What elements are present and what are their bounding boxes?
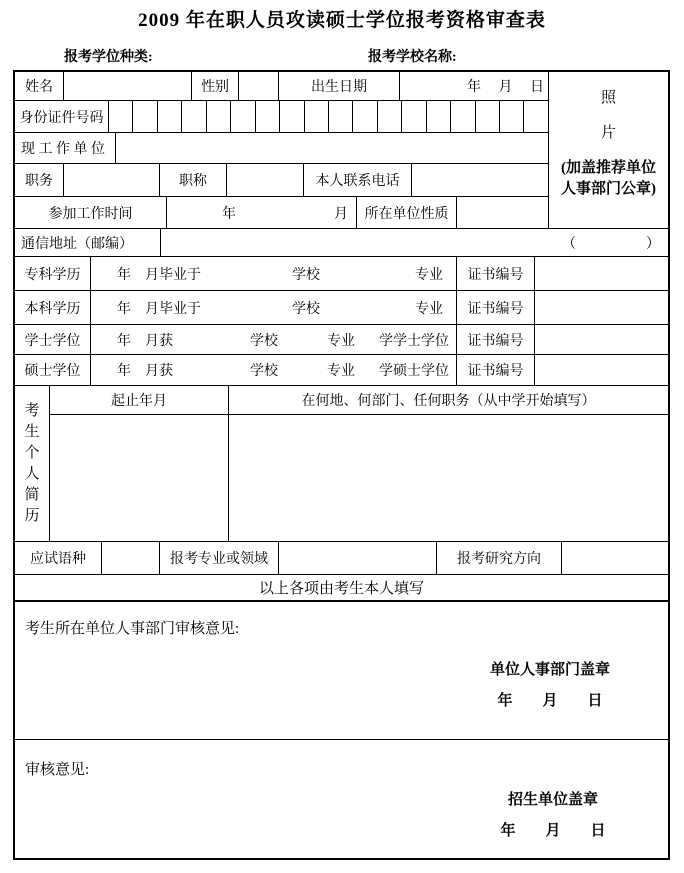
work-unit-label: 现 工 作 单 位 bbox=[15, 133, 116, 163]
gender-label: 性别 bbox=[192, 72, 239, 100]
resume-body-row bbox=[50, 415, 668, 541]
master-degree-label: 硕士学位 bbox=[15, 355, 91, 385]
birth-date-label: 出生日期 bbox=[279, 72, 400, 100]
name-input-cell[interactable] bbox=[64, 72, 192, 100]
phone-input-cell[interactable] bbox=[412, 164, 548, 196]
degree-type-label: 报考学位种类: bbox=[64, 50, 153, 65]
master-deg-school-label: 学校 bbox=[250, 364, 278, 379]
bachelor-edu-ym-label: 年 月毕业于 bbox=[117, 301, 201, 317]
bachelor-degree-label: 学士学位 bbox=[15, 325, 91, 354]
prof-title-label: 职称 bbox=[160, 164, 227, 196]
bachelor-deg-cert-input-cell[interactable] bbox=[535, 325, 668, 354]
birth-date-input-cell[interactable]: 年 月 日 bbox=[467, 80, 544, 95]
associate-cert-label: 证书编号 bbox=[457, 257, 535, 290]
row-basic-info bbox=[15, 72, 548, 101]
bachelor-deg-school-label: 学校 bbox=[250, 333, 278, 349]
id-digit-cell[interactable] bbox=[133, 101, 157, 132]
resume-side-char: 历 bbox=[24, 507, 40, 524]
unit-review-title: 考生所在单位人事部门审核意见: bbox=[25, 621, 240, 637]
unit-stamp-block bbox=[470, 658, 630, 710]
research-direction-label: 报考研究方向 bbox=[437, 542, 562, 574]
id-digit-cell[interactable] bbox=[305, 101, 329, 132]
work-time-label: 参加工作时间 bbox=[15, 197, 167, 228]
id-digit-cell[interactable] bbox=[207, 101, 231, 132]
research-direction-input-cell[interactable] bbox=[562, 542, 668, 574]
unit-review-section[interactable] bbox=[15, 602, 668, 740]
resume-side-char: 生 bbox=[24, 423, 40, 440]
master-deg-major-label: 专业 bbox=[327, 364, 355, 379]
associate-degree-detail-cell[interactable] bbox=[91, 257, 457, 290]
resume-side-char: 简 bbox=[24, 486, 40, 503]
unit-stamp-label: 单位人事部门盖章 bbox=[489, 662, 610, 678]
associate-cert-input-cell[interactable] bbox=[535, 257, 668, 290]
associate-ym-label: 年 月毕业于 bbox=[117, 267, 201, 283]
photo-stamp-note-line1: (加盖推荐单位 bbox=[561, 160, 656, 176]
unit-nature-input-cell[interactable] bbox=[457, 197, 548, 228]
fill-note-text: 以上各项由考生本人填写 bbox=[258, 581, 424, 597]
row-master-degree bbox=[15, 355, 668, 386]
unit-nature-label: 所在单位性质 bbox=[357, 197, 457, 228]
admission-stamp-label: 招生单位盖章 bbox=[507, 792, 598, 808]
row-address bbox=[15, 229, 668, 257]
photo-char-2: 片 bbox=[600, 125, 616, 141]
bachelor-deg-major-label: 专业 bbox=[327, 333, 355, 349]
unit-stamp-date: 年 月 日 bbox=[497, 693, 603, 709]
admission-stamp-block bbox=[493, 788, 613, 840]
form-table bbox=[13, 70, 670, 860]
row-work-time bbox=[15, 197, 548, 229]
bachelor-education-label: 本科学历 bbox=[15, 291, 91, 324]
work-time-input-cell[interactable] bbox=[167, 197, 357, 228]
id-digit-cell[interactable] bbox=[256, 101, 280, 132]
bachelor-edu-cert-input-cell[interactable] bbox=[535, 291, 668, 324]
bachelor-deg-cert-label: 证书编号 bbox=[457, 325, 535, 354]
id-digit-cell[interactable] bbox=[353, 101, 377, 132]
bachelor-edu-major-label: 专业 bbox=[415, 301, 443, 317]
bachelor-degree-detail-cell[interactable] bbox=[91, 325, 457, 354]
resume-section bbox=[15, 386, 668, 542]
resume-side-char: 考 bbox=[24, 402, 40, 419]
position-input-cell[interactable] bbox=[64, 164, 160, 196]
associate-school-label: 学校 bbox=[292, 267, 320, 283]
work-unit-input-cell[interactable] bbox=[116, 133, 548, 163]
address-input-cell[interactable] bbox=[161, 229, 668, 256]
id-digit-cell[interactable] bbox=[476, 101, 500, 132]
id-number-label: 身份证件号码 bbox=[15, 101, 109, 132]
id-digit-cell[interactable] bbox=[158, 101, 182, 132]
master-deg-suffix-label: 学硕士学位 bbox=[379, 364, 449, 379]
gender-input-cell[interactable] bbox=[239, 72, 279, 100]
row-associate-degree bbox=[15, 257, 668, 291]
name-label: 姓名 bbox=[15, 72, 64, 100]
page-title: 2009 年在职人员攻读硕士学位报考资格审查表 bbox=[138, 10, 546, 31]
row-work-unit bbox=[15, 133, 548, 164]
admission-review-section[interactable] bbox=[15, 740, 668, 858]
resume-header-row bbox=[50, 386, 668, 415]
associate-degree-label: 专科学历 bbox=[15, 257, 91, 290]
id-digit-cell[interactable] bbox=[182, 101, 206, 132]
bachelor-education-detail-cell[interactable] bbox=[91, 291, 457, 324]
bachelor-deg-ym-label: 年 月获 bbox=[117, 333, 173, 349]
resume-side-char: 人 bbox=[24, 465, 40, 482]
major-field-label: 报考专业或领域 bbox=[160, 542, 279, 574]
photo-char-1: 照 bbox=[600, 90, 616, 106]
prof-title-input-cell[interactable] bbox=[227, 164, 304, 196]
row-bachelor-education bbox=[15, 291, 668, 325]
row-bachelor-degree bbox=[15, 325, 668, 355]
school-name-label: 报考学校名称: bbox=[368, 50, 457, 65]
bachelor-edu-school-label: 学校 bbox=[292, 301, 320, 317]
row-exam-info bbox=[15, 542, 668, 575]
row-id-number bbox=[15, 101, 548, 133]
phone-label: 本人联系电话 bbox=[304, 164, 412, 196]
resume-period-input-cell[interactable] bbox=[50, 415, 229, 541]
id-digit-cell[interactable] bbox=[524, 101, 547, 132]
resume-side-label bbox=[15, 386, 50, 541]
bachelor-edu-cert-label: 证书编号 bbox=[457, 291, 535, 324]
postcode-parens: （ ） bbox=[562, 236, 660, 252]
admission-review-title: 审核意见: bbox=[25, 762, 90, 778]
id-digit-cell[interactable] bbox=[280, 101, 304, 132]
position-label: 职务 bbox=[15, 164, 64, 196]
major-field-input-cell[interactable] bbox=[279, 542, 437, 574]
resume-period-header: 起止年月 bbox=[50, 386, 229, 414]
fill-note-row bbox=[15, 575, 668, 602]
id-digit-cell[interactable] bbox=[427, 101, 451, 132]
row-position bbox=[15, 164, 548, 197]
photo-stamp-note bbox=[561, 158, 656, 200]
id-digit-cell[interactable] bbox=[329, 101, 353, 132]
resume-detail-input-cell[interactable] bbox=[229, 415, 668, 541]
address-label: 通信地址（邮编） bbox=[15, 229, 161, 256]
admission-stamp-date: 年 月 日 bbox=[500, 823, 606, 839]
id-digit-cell[interactable] bbox=[109, 101, 133, 132]
associate-major-label: 专业 bbox=[415, 267, 443, 283]
photo-area bbox=[548, 72, 668, 229]
id-digit-cell[interactable] bbox=[231, 101, 255, 132]
resume-detail-header: 在何地、何部门、任何职务（从中学开始填写） bbox=[301, 394, 596, 409]
id-digit-cell[interactable] bbox=[500, 101, 524, 132]
id-digit-cell[interactable] bbox=[378, 101, 402, 132]
work-time-month-label: 月 bbox=[334, 206, 348, 222]
exam-language-input-cell[interactable] bbox=[102, 542, 160, 574]
id-digit-cell[interactable] bbox=[451, 101, 475, 132]
master-deg-cert-label: 证书编号 bbox=[457, 355, 535, 385]
bachelor-deg-suffix-label: 学学士学位 bbox=[379, 333, 449, 349]
exam-language-label: 应试语种 bbox=[15, 542, 102, 574]
resume-side-char: 个 bbox=[24, 444, 40, 461]
work-time-year-label: 年 bbox=[222, 206, 236, 222]
photo-stamp-note-line2: 人事部门公章) bbox=[561, 181, 656, 197]
master-deg-cert-input-cell[interactable] bbox=[535, 355, 668, 385]
resume-columns bbox=[50, 386, 668, 541]
id-digit-cell[interactable] bbox=[402, 101, 426, 132]
master-degree-detail-cell[interactable] bbox=[91, 355, 457, 385]
master-deg-ym-label: 年 月获 bbox=[117, 364, 173, 379]
